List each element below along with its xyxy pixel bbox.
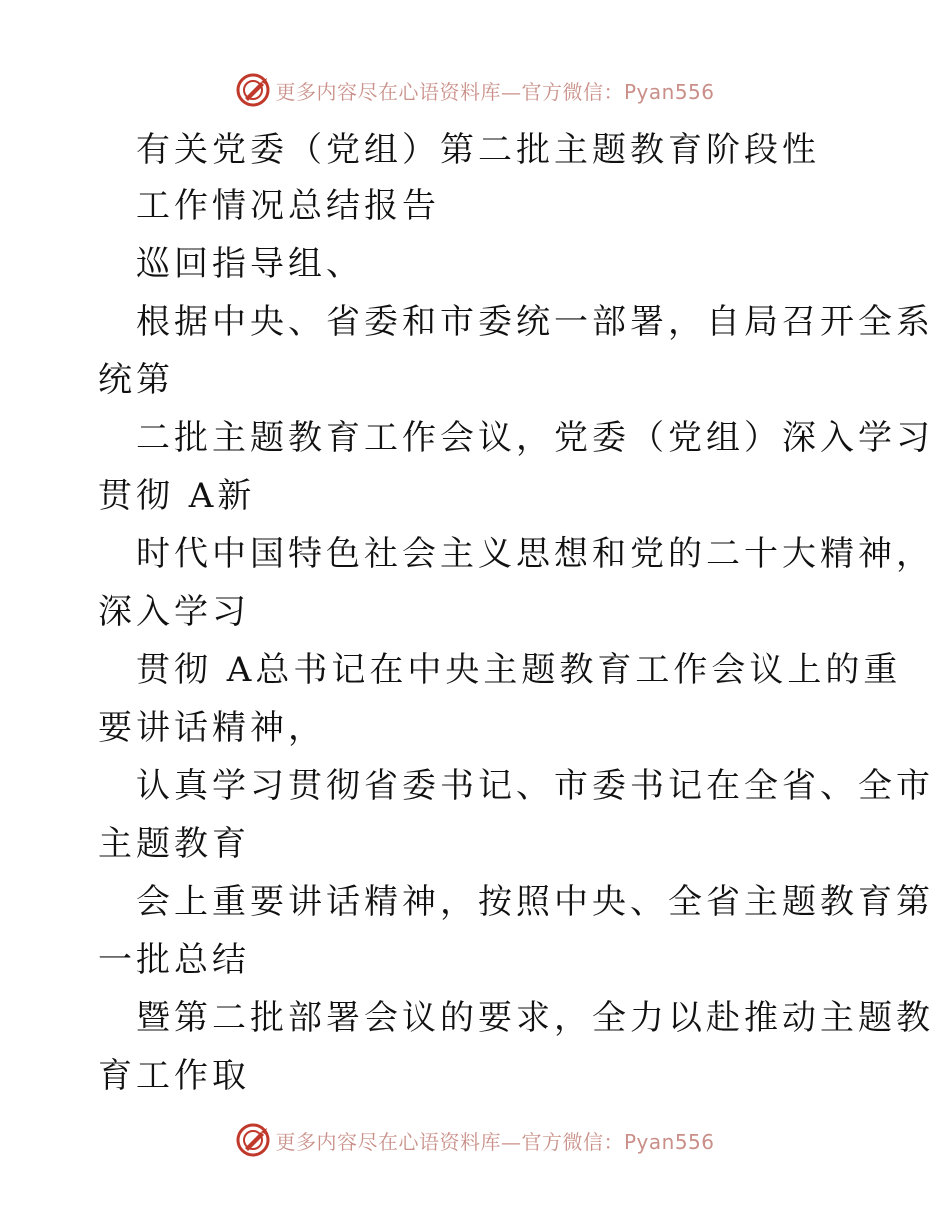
- paragraph-line: 统第: [98, 360, 174, 400]
- wechat-id: Pyan556: [623, 1129, 715, 1154]
- paragraph-line: 会上重要讲话精神，按照中央、全省主题教育第: [136, 882, 934, 922]
- paragraph-line: 育工作取: [98, 1056, 250, 1096]
- wechat-id: Pyan556: [623, 79, 715, 104]
- watermark-text: 更多内容尽在心语资料库—官方微信：Pyan556: [275, 1129, 715, 1154]
- watermark-text: 更多内容尽在心语资料库—官方微信：Pyan556: [275, 79, 715, 104]
- paragraph-line: 时代中国特色社会主义思想和党的二十大精神，: [136, 534, 934, 574]
- paragraph-line: 一批总结: [98, 940, 250, 980]
- paragraph-line: 贯彻 A新: [98, 476, 256, 516]
- paragraph-line: 认真学习贯彻省委书记、市委书记在全省、全市: [136, 766, 934, 806]
- salutation: 巡回指导组、: [136, 244, 364, 284]
- paragraph-line: 二批主题教育工作会议，党委（党组）深入学习: [136, 418, 934, 458]
- header-watermark: [0, 70, 950, 110]
- paragraph-line: 贯彻 A总书记在中央主题教育工作会议上的重: [136, 650, 902, 690]
- paragraph-line: 根据中央、省委和市委统一部署，自局召开全系: [136, 302, 934, 342]
- brand-logo-icon: [235, 72, 271, 108]
- paragraph-line: 要讲话精神，: [98, 708, 326, 748]
- paragraph-line: 主题教育: [98, 824, 250, 864]
- document-title-line-2: 工作情况总结报告: [136, 186, 440, 226]
- footer-watermark: [0, 1120, 950, 1160]
- paragraph-line: 暨第二批部署会议的要求，全力以赴推动主题教: [136, 998, 934, 1038]
- document-title-line-1: 有关党委（党组）第二批主题教育阶段性: [136, 130, 820, 170]
- brand-logo-icon: [235, 1122, 271, 1158]
- paragraph-line: 深入学习: [98, 592, 250, 632]
